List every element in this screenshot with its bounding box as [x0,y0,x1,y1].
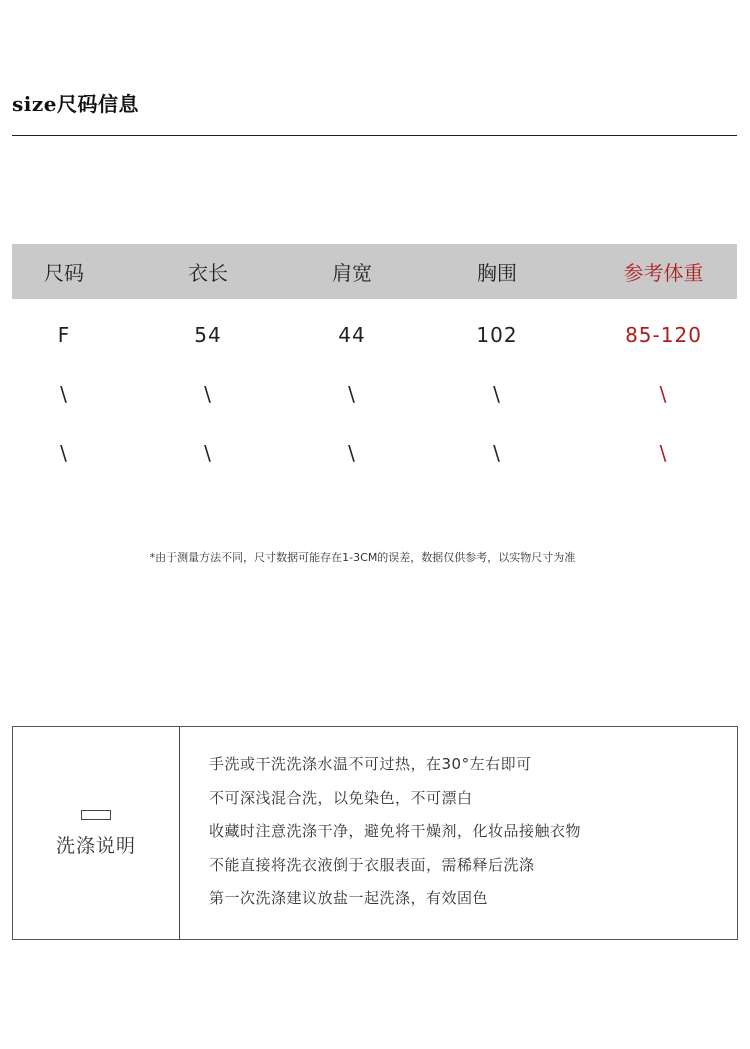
cell-weight: \ [659,381,668,406]
cell-size: \ [60,381,68,406]
header-size: 尺码 [44,261,84,285]
size-table-header [12,244,737,299]
cell-weight: 85-120 [625,322,702,347]
cell-size: F [57,322,71,347]
cell-size: \ [60,440,68,465]
header-bust: 胸围 [477,261,517,285]
cell-bust: 102 [476,322,518,347]
list-item: 收藏时注意洗涤干净，避免将干燥剂，化妆品接触衣物 [209,822,582,840]
list-item: 第一次洗涤建议放盐一起洗涤，有效固色 [209,889,489,907]
list-item: 不可深浅混合洗，以免染色，不可漂白 [209,788,473,807]
cell-shoulder: 44 [338,322,366,347]
header-weight: 参考体重 [623,261,704,285]
list-item: 手洗或干洗洗涤水温不可过热，在30°左右即可 [209,755,532,773]
header-shoulder: 肩宽 [332,261,372,285]
list-item: 不能直接将洗衣液倒于衣服表面，需稀释后洗涤 [209,855,535,874]
care-instructions-box [12,726,738,940]
cell-weight: \ [659,440,668,465]
cell-shoulder: \ [348,381,356,406]
cell-length: \ [204,381,212,406]
table-row [12,364,737,423]
cell-bust: \ [493,381,501,406]
care-label-panel [13,727,179,939]
table-row [12,305,737,364]
section-title: size尺码信息 [12,92,139,116]
header-length: 衣长 [188,261,228,285]
measurement-note: *由于测量方法不同，尺寸数据可能存在1-3CM的误差，数据仅供参考，以实物尺寸为准 [149,551,576,564]
size-table [12,244,737,482]
care-list [209,753,581,921]
care-label: 洗涤说明 [55,835,136,857]
cell-shoulder: \ [348,440,356,465]
title-divider [12,135,737,136]
care-divider [179,727,180,939]
label-box-icon [81,810,111,820]
cell-bust: \ [493,440,501,465]
cell-length: 54 [194,322,222,347]
cell-length: \ [204,440,212,465]
table-row [12,423,737,482]
